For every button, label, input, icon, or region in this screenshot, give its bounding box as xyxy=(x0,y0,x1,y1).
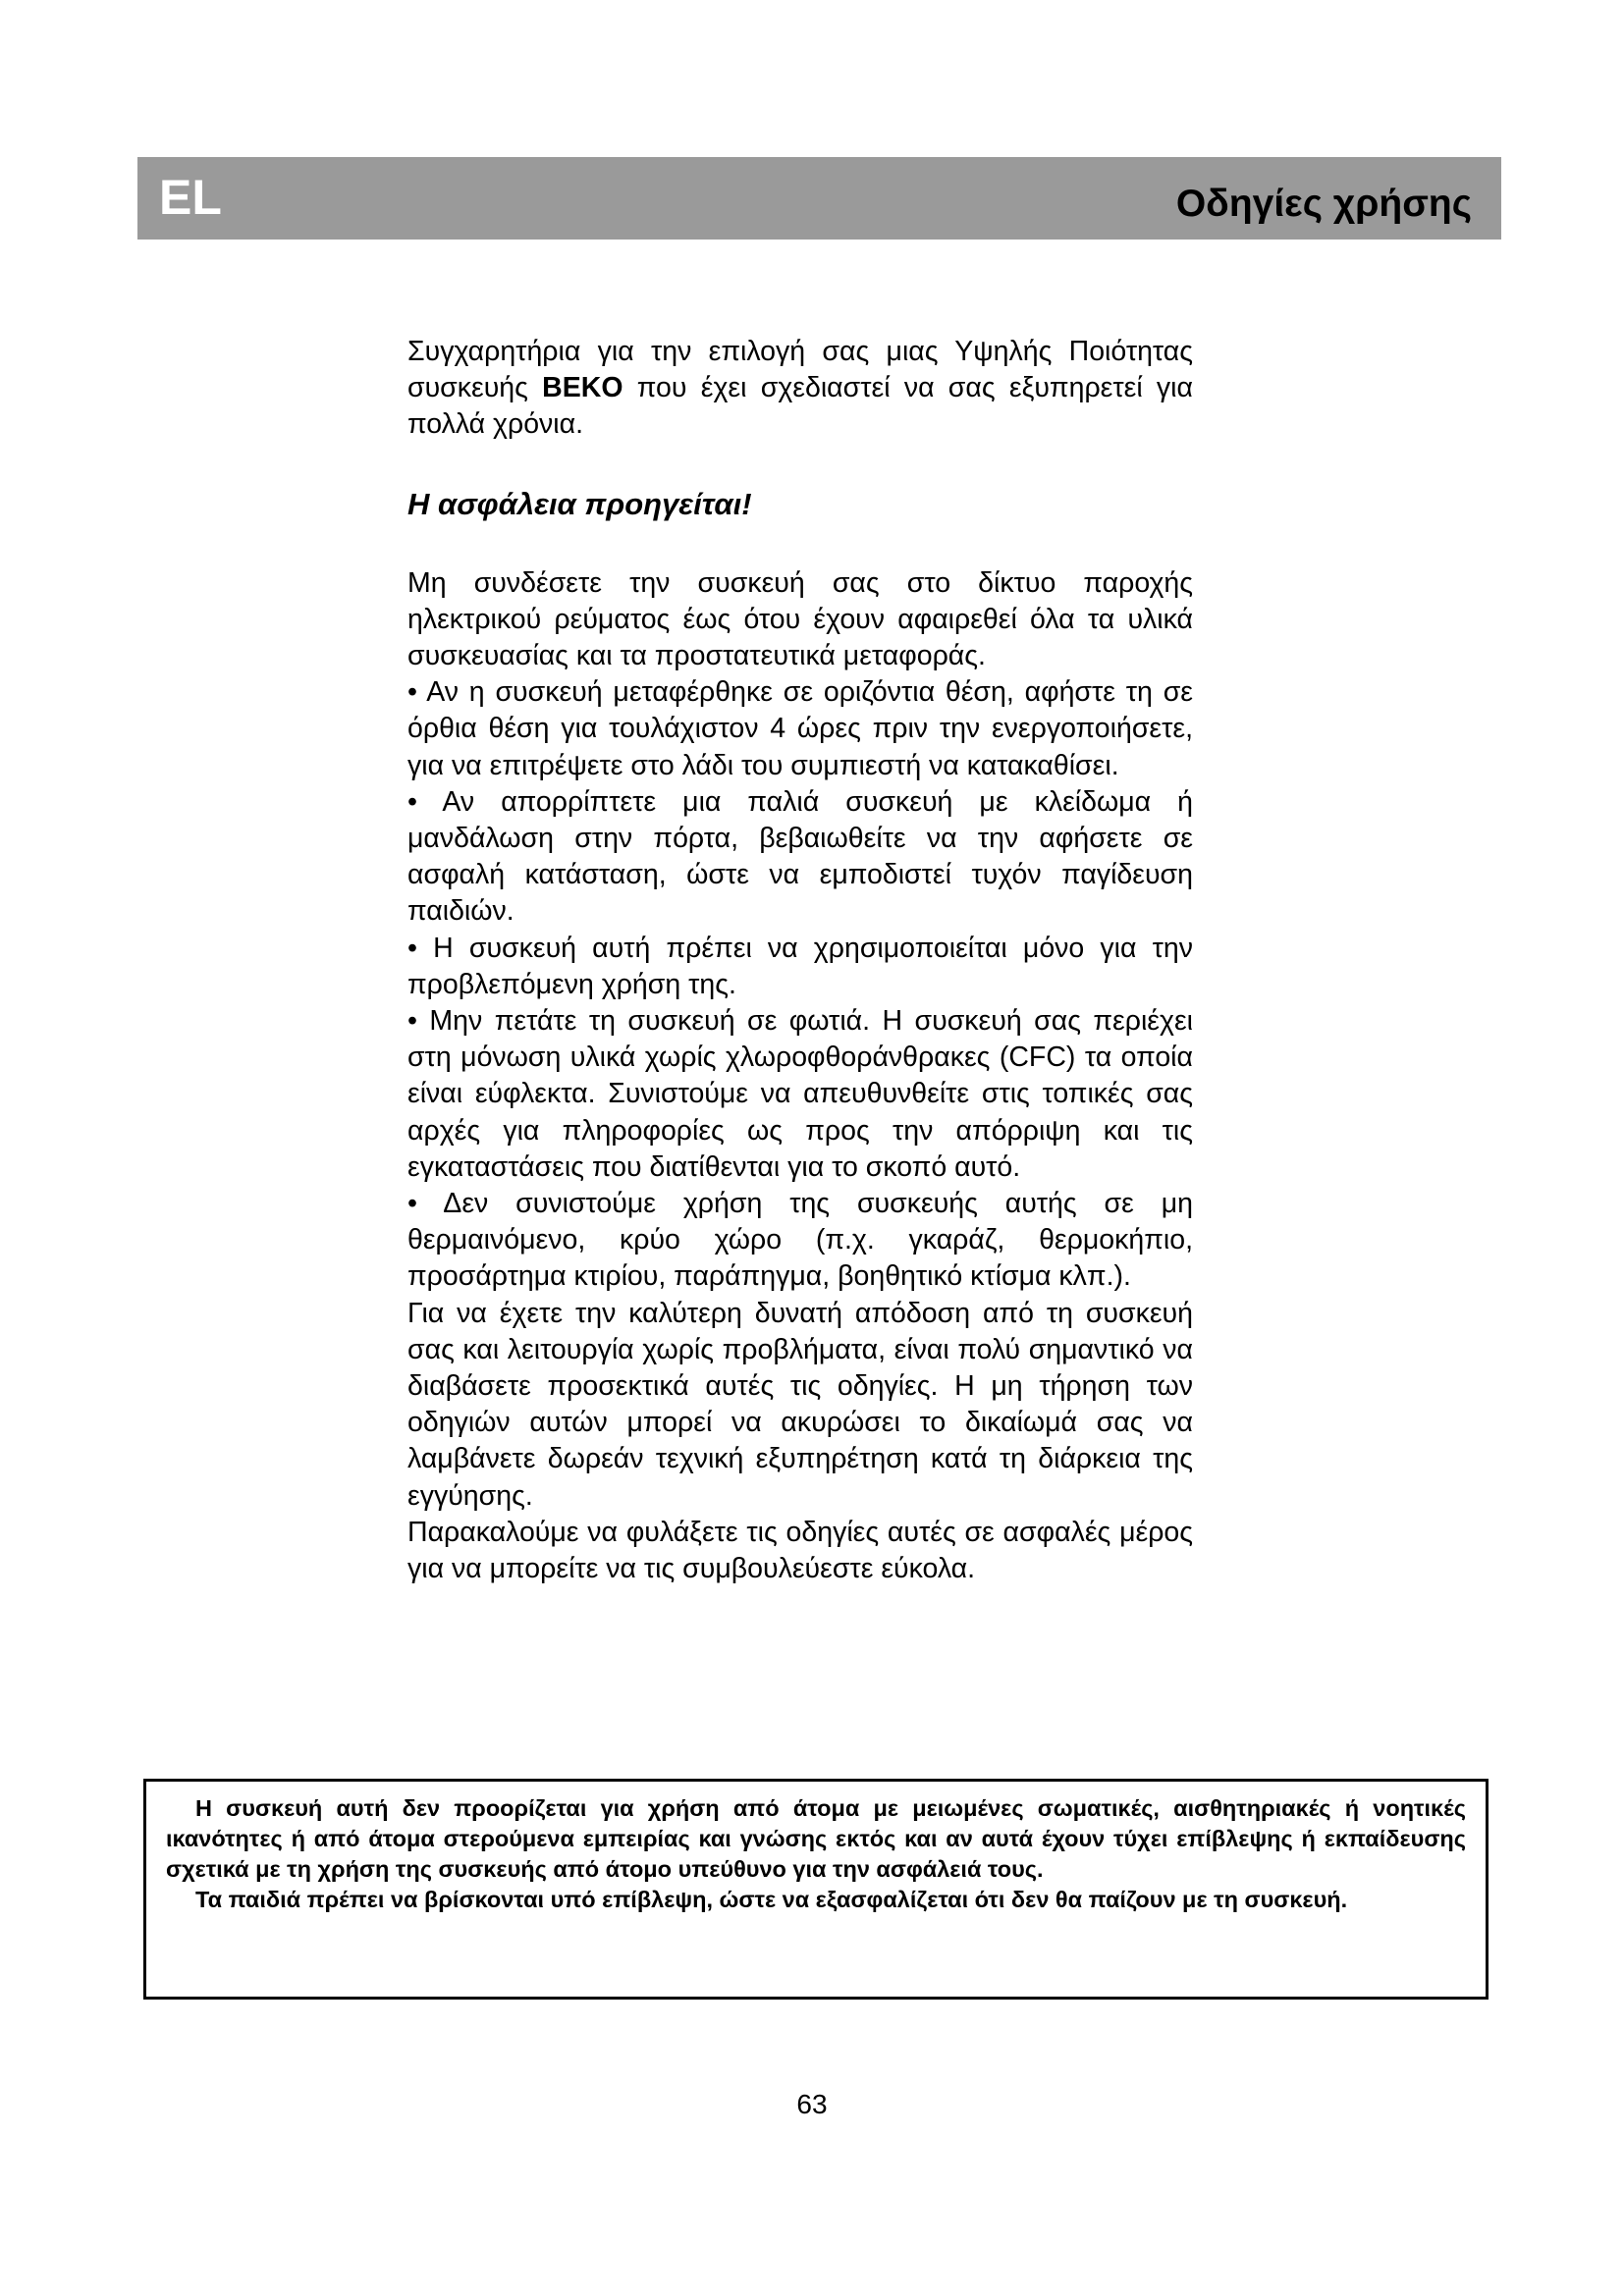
page-number: 63 xyxy=(796,2089,828,2119)
page-title: Οδηγίες χρήσης xyxy=(1175,183,1472,225)
intro-text-start: Συγχαρητήρια για την επιλογή σας μιας Υψηλής Ποιότητας συσκευής xyxy=(407,336,1193,404)
bullet-paragraph: • Δεν συνιστούμε χρήση της συσκευής αυτής σε μη θερμαινόμενο, κρύο χώρο (π.χ. γκαράζ, θερμοκήπιο, προσάρτημα κτιρίου, παράπηγμα, βοηθητικό κτίσμα κλπ.). xyxy=(407,1188,1193,1293)
language-code: EL xyxy=(159,170,222,225)
body-paragraph: Παρακαλούμε να φυλάξετε τις οδηγίες αυτές σε ασφαλές μέρος για να μπορείτε να τις συμβουλεύεστε εύκολα. xyxy=(407,1516,1193,1585)
bullet-paragraph: • Η συσκευή αυτή πρέπει να χρησιμοποιείται μόνο για την προβλεπόμενη χρήση της. xyxy=(407,932,1193,1000)
bullet-paragraph: • Αν απορρίπτετε μια παλιά συσκευή με κλείδωμα ή μανδάλωση στην πόρτα, βεβαιωθείτε να την αφήσετε σε ασφαλή κατάσταση, ώστε να εμποδιστεί τυχόν παγίδευση παιδιών. xyxy=(407,785,1193,928)
main-content xyxy=(407,334,1193,1587)
bullet-paragraph: • Αν η συσκευή μεταφέρθηκε σε οριζόντια θέση, αφήστε τη σε όρθια θέση για τουλάχιστον 4 ώρες πριν την ενεργοποιήσετε, για να επιτρέψετε στο λάδι του συμπιεστή να κατακαθίσει. xyxy=(407,676,1193,781)
intro-text-end: που έχει σχεδιαστεί να σας εξυπηρετεί για πολλά χρόνια. xyxy=(407,372,1193,441)
header-bar xyxy=(137,157,1501,240)
body-paragraph: Μη συνδέσετε την συσκευή σας στο δίκτυο παροχής ηλεκτρικού ρεύματος έως ότου έχουν αφαιρεθεί όλα τα υλικά συσκευασίας και τα προστατευτικά μεταφοράς. xyxy=(407,566,1193,672)
bullet-paragraph: • Μην πετάτε τη συσκευή σε φωτιά. Η συσκευή σας περιέχει στη μόνωση υλικά χωρίς χλωροφθοράνθρακες (CFC) τα οποία είναι εύφλεκτα. Συνιστούμε να απευθυνθείτε στις τοπικές σας αρχές για πληροφορίες ως προς την απόρριψη και τις εγκαταστάσεις που διατίθενται για το σκοπό αυτό. xyxy=(407,1005,1193,1183)
warning-paragraph: Η συσκευή αυτή δεν προορίζεται για χρήση από άτομα με μειωμένες σωματικές, αισθητηριακές ή νοητικές ικανότητες ή από άτομα στερούμενα εμπειρίας και γνώσης εκτός και αν αυτά έχουν τύχει επίβλεψης ή εκπαίδευσης σχετικά με τη χρήση της συσκευής από άτομο υπεύθυνο για την ασφάλειά τους. xyxy=(166,1795,1466,1882)
warning-paragraph: Τα παιδιά πρέπει να βρίσκονται υπό επίβλεψη, ώστε να εξασφαλίζεται ότι δεν θα παίζουν με τη συσκευή. xyxy=(195,1887,1348,1912)
warning-box xyxy=(143,1779,1489,2000)
intro-paragraph xyxy=(407,334,1193,444)
body-paragraph: Για να έχετε την καλύτερη δυνατή απόδοση από τη συσκευή σας και λειτουργία χωρίς προβλήματα, είναι πολύ σημαντικό να διαβάσετε προσεκτικά αυτές τις οδηγίες. Η μη τήρηση των οδηγιών αυτών μπορεί να ακυρώσει το δικαίωμά σας να λαμβάνετε δωρεάν τεχνική εξυπηρέτηση κατά τη διάρκεια της εγγύησης. xyxy=(407,1297,1193,1512)
section-heading: Η ασφάλεια προηγείται! xyxy=(407,486,752,521)
brand-name: BEKO xyxy=(542,372,623,404)
